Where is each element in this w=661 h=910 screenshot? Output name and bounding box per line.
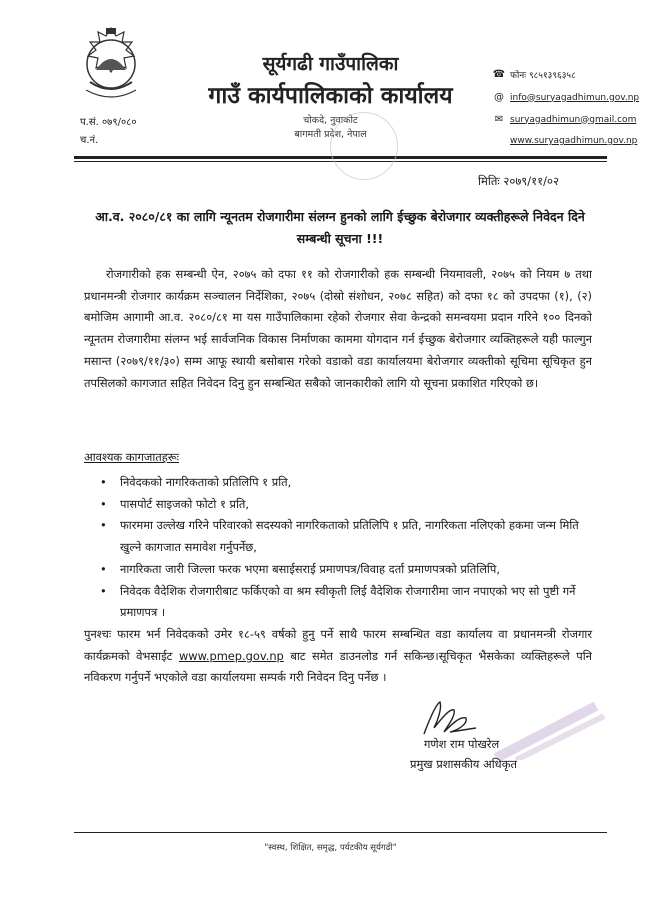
signature-icon xyxy=(420,698,480,738)
postscript xyxy=(84,624,592,689)
documents-heading: आवश्यक कागजातहरूः xyxy=(84,450,179,464)
footer-motto: "स्वस्थ, शिक्षित, समृद्ध, पर्यटकीय सूर्यगढी" xyxy=(264,843,397,853)
list-item: • फारममा उल्लेख गरिने परिवारको सदस्यको नागरिकताको प्रतिलिपि १ प्रति, नागरिकता नलिएको हकमा जन्म मिति खुल्ने कागजात समावेश गर्नुपर्नेछ, xyxy=(120,515,592,558)
phone-contact xyxy=(492,68,576,81)
signatory-role: प्रमुख प्रशासकीय अधिकृत xyxy=(410,757,517,771)
email-link-2[interactable]: suryagadhimun@gmail.com xyxy=(510,114,637,125)
list-item: • पासपोर्ट साइजको फोटो १ प्रति, xyxy=(120,494,592,516)
address-line-2: बागमती प्रदेश, नेपाल xyxy=(294,129,367,140)
pmep-website-link[interactable]: www.pmep.gov.np xyxy=(178,648,284,663)
email-contact-2 xyxy=(492,114,636,125)
signatory-name: गणेश राम पोखरेल xyxy=(424,737,500,751)
reference-number: प.सं. ०७९/०८० xyxy=(80,117,137,128)
email-link-1[interactable]: info@suryagadhimun.gov.np xyxy=(510,92,640,103)
address-line-1: चोकदे, नुवाकोट xyxy=(303,115,358,126)
list-item: • नागरिकता जारी जिल्ला फरक भएमा बसाईसराई प्रमाणपत्र/विवाह दर्ता प्रमाणपत्रको प्रतिलिपि, xyxy=(120,559,592,581)
list-item: • निवेदक वैदेशिक रोजगारीबाट फर्किएको वा श्रम स्वीकृती लिई वैदेशिक रोजगारीमा जान नपाएको भए सो पुष्टी गर्ने प्रमाणपत्र । xyxy=(120,581,592,624)
phone-number: फोनः ९८५१३९६३५८ xyxy=(510,71,576,81)
office-title: गाउँ कार्यपालिकाको कार्यालय xyxy=(208,82,453,109)
office-name: सूर्यगढी गाउँपालिका xyxy=(262,53,399,75)
phone-icon: ☎ xyxy=(492,69,506,80)
website-link[interactable]: www.suryagadhimun.gov.np xyxy=(510,136,638,146)
dispatch-number: च.नं. xyxy=(80,135,99,146)
notice-body: रोजगारीको हक सम्बन्धी ऐन, २०७५ को दफा ११ को रोजगारीको हक सम्बन्धी नियमावली, २०७५ को नियम ७ तथा प्रधानमन्त्री रोजगार कार्यक्रम सञ्चालन निर्देशिका, २०७५ (दोस्रो संशोधन, २०७८ सहित) को दफा १८ को उपदफा (१), (२) बमोजिम आगामी आ.व. २०८०/८१ मा यस गाउँपालिकामा रहेको रोजगार सेवा केन्द्रको समन्वयमा प्रदान गरिने १०० दिनको न्यूनतम रोजगारीमा संलग्न भई सार्वजनिक विकास निर्माणका काममा योगदान गर्न ईच्छुक बेरोजगार व्यक्तिहरूले यही फाल्गुन मसान्त (२०७९/११/३०) सम्म आफू स्थायी बसोबास गरेको वडाको वडा कार्यालयमा बेरोजगार व्यक्तीको सूचिमा सूचिकृत हुन तपसिलको कागजात सहित निवेदन दिनु हुन सम्बन्धित सबैको जानकारीको लागि यो सूचना प्रकाशित गरिएको छ। xyxy=(84,267,592,390)
website-contact xyxy=(492,136,637,146)
footer-divider xyxy=(74,832,607,833)
letter-date: मितिः २०७९/११/०२ xyxy=(478,174,559,188)
postscript-text-2: बाट समेत डाउनलोड गर्न सकिन्छ।सूचिकृत भैसकेका व्यक्तिहरूले पनि नविकरण गर्नुपर्ने भएकोले वडा कार्यालयमा सम्पर्क गरी निवेदन दिनु पर्नेछ । xyxy=(84,648,592,685)
watermark-seal-icon xyxy=(330,112,398,180)
envelope-icon: ✉ xyxy=(494,114,504,125)
list-item: • निवेदकको नागरिकताको प्रतिलिपि १ प्रति, xyxy=(120,472,592,494)
postscript-text-1: पुनश्चः फारम भर्न निवेदकको उमेर १८-५९ वर्षको हुनु पर्ने साथै फारम सम्बन्धित वडा कार्यालय वा प्रधानमन्त्री रोजगार कार्यक्रमको वेभसाईट xyxy=(84,627,592,663)
notice-subject: आ.व. २०८०/८१ का लागि न्यूनतम रोजगारीमा संलग्न हुनको लागि ईच्छुक बेरोजगार व्यक्तीहरूले निवेदन दिने सम्बन्धी सूचना !!! xyxy=(95,209,585,246)
email-contact-1 xyxy=(492,92,639,103)
at-icon: @ xyxy=(494,92,504,103)
documents-list xyxy=(84,472,592,624)
